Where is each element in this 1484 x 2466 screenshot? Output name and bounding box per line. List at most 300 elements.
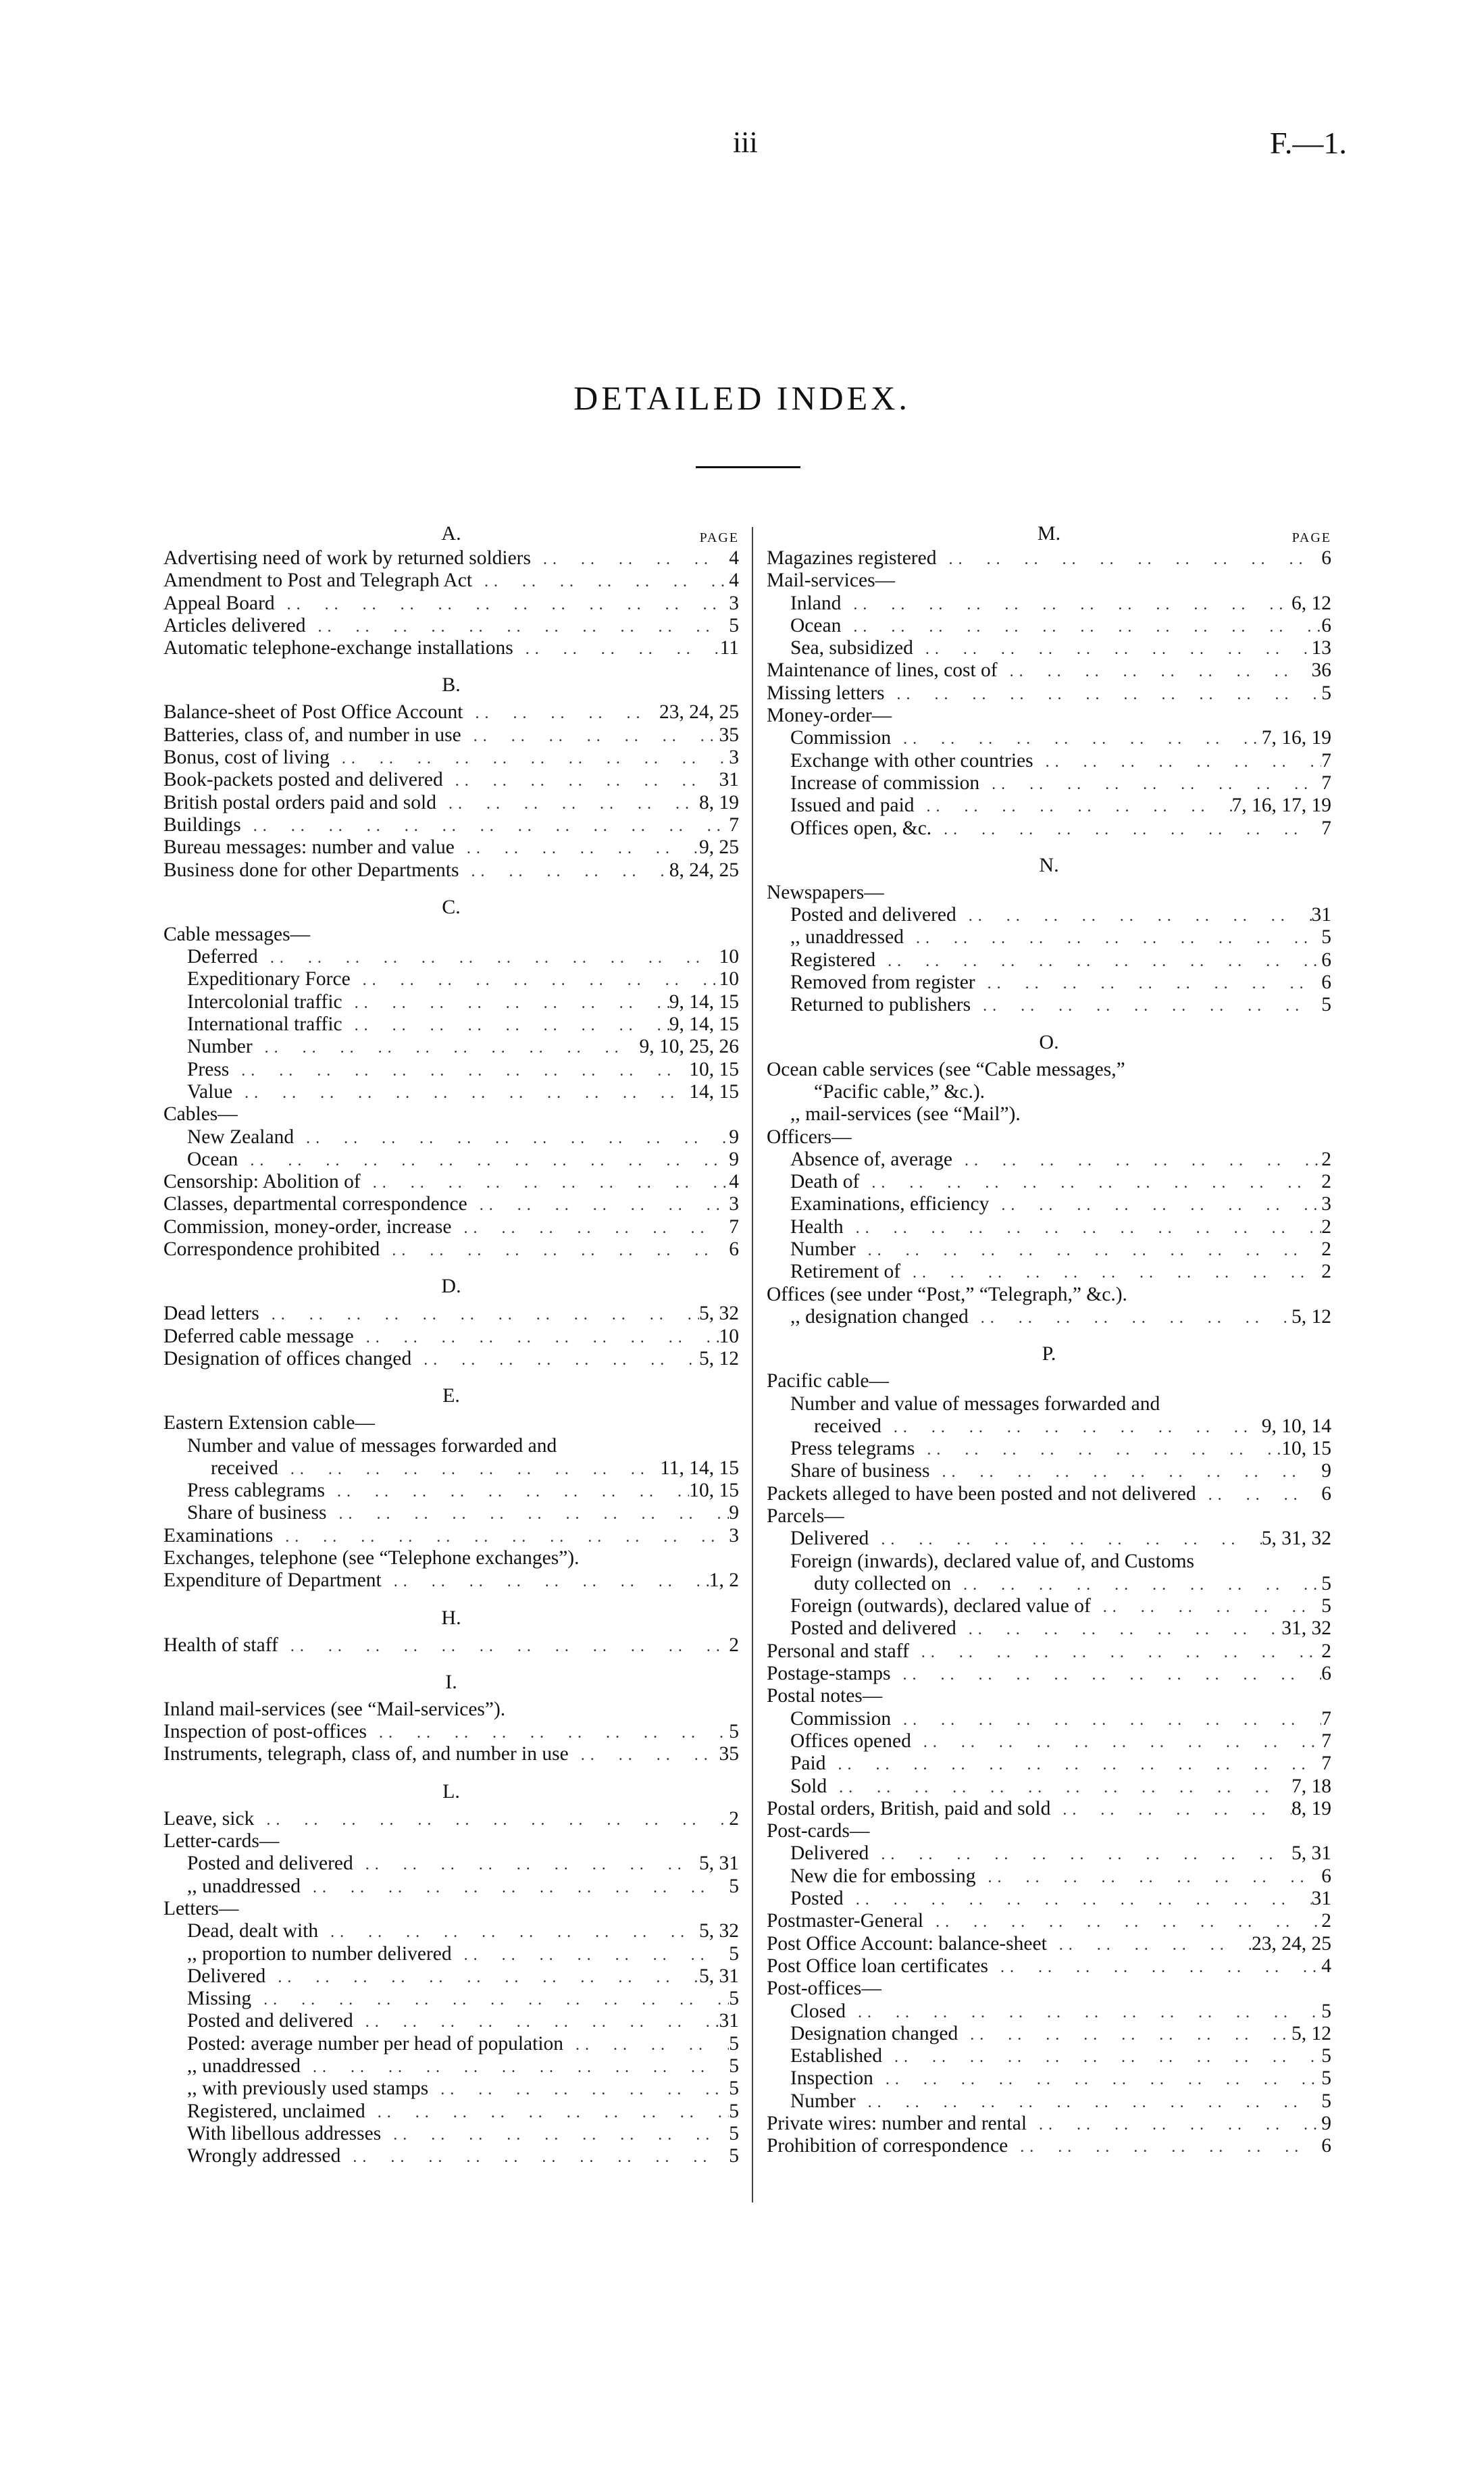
page-title: DETAILED INDEX. [573,379,911,417]
entry-text: Leave, sick [163,1807,255,1830]
index-entry [163,1193,739,1215]
dot-leader [351,970,719,992]
entry-page: 8, 24, 25 [669,859,739,881]
dot-leader [451,1217,729,1240]
dot-leader [951,1574,1321,1596]
entry-text: Newspapers— [767,881,884,903]
entry-text: Dead letters [163,1303,259,1325]
index-entry [767,949,1331,972]
entry-page: 9, 14, 15 [669,1013,739,1036]
entry-page: 5, 12 [699,1347,739,1369]
entry-text: Missing letters [767,682,885,704]
entry-page: 31 [1311,1888,1331,1910]
entry-text: Press [187,1058,230,1080]
entry-page: 5 [729,2032,739,2055]
entry-text: Death of [790,1171,860,1193]
dot-leader [1027,2114,1321,2136]
entry-page: 6 [1321,1482,1331,1505]
page-column-header: PAGE [1291,530,1331,545]
index-entry [163,814,739,836]
index-entry [767,1284,1331,1306]
entry-text: With libellous addresses [187,2122,382,2144]
entry-text: Cables— [163,1103,238,1126]
entry-text: Issued and paid [790,795,915,817]
entry-page: 10, 15 [689,1480,739,1502]
index-entry [163,1059,739,1081]
entry-text: Number and value of messages forwarded and [187,1434,557,1457]
index-section [163,520,739,659]
index-entry [767,1685,1331,1707]
entry-page: 31 [719,769,739,791]
entry-page: 5 [729,1721,739,1743]
entry-text: Press telegrams [790,1438,915,1460]
dot-leader [380,1240,729,1262]
index-entry [163,1853,739,1875]
entry-page: 6 [1321,614,1331,636]
dot-leader [318,1921,699,1944]
entry-text: Letters— [163,1897,239,1919]
entry-text: New Zealand [187,1126,295,1148]
entry-text: Ocean cable services (see “Cable messages,” [767,1058,1125,1080]
dot-leader [873,2069,1321,2091]
index-entry [767,1149,1331,1171]
entry-page: 9 [1321,2113,1331,2134]
entry-page: 31 [719,2010,739,2032]
dot-leader [275,594,730,616]
dot-leader [232,1082,689,1105]
index-entry [163,792,739,814]
dot-leader [931,819,1321,841]
entry-page: 9 [1321,1460,1331,1482]
dot-leader [936,549,1321,571]
entry-text: Posted and delivered [187,1853,353,1875]
index-column-left [163,520,739,2168]
document-reference: F.—1. [1270,126,1347,160]
index-entry [163,1525,739,1547]
entry-page: 3 [729,592,739,614]
entry-page: 5 [729,2078,739,2100]
dot-leader [952,1150,1321,1172]
entry-page: 5 [1321,1572,1331,1594]
entry-text: Paid [790,1753,826,1775]
index-entry [163,769,739,791]
column-divider [752,527,753,2203]
index-entry [767,1438,1331,1460]
title-rule [696,466,800,468]
index-entry [163,1435,739,1457]
index-entry [767,1415,1331,1438]
dot-leader [956,905,1312,928]
entry-text: ,, proportion to number delivered [187,1942,452,1965]
index-entry [767,2001,1331,2023]
section-letter: N. [1039,853,1059,876]
dot-leader [251,1989,729,2011]
entry-page: 9 [729,1126,739,1148]
index-entry [163,1547,739,1569]
dot-leader [569,1744,719,1767]
entry-page: 7 [1321,749,1331,772]
dot-leader [856,2092,1322,2114]
index-entry [767,1865,1331,1888]
index-entry [767,1306,1331,1328]
dot-leader [975,973,1322,995]
section-letter: P. [1042,1342,1056,1365]
index-entry [163,1988,739,2010]
entry-text: Postal notes— [767,1685,883,1707]
index-entry [767,1978,1331,2000]
entry-page: 5, 31 [699,1853,739,1875]
index-entry [163,1238,739,1261]
entry-text: Inland [790,592,842,614]
index-entry [163,1126,739,1149]
entry-text: received [211,1457,278,1479]
entry-text: Number [790,1238,856,1261]
index-entry [767,727,1331,749]
entry-page: 5 [1321,2045,1331,2067]
index-entry [163,1634,739,1657]
entry-page: 5 [1321,994,1331,1016]
index-entry [767,1730,1331,1753]
entry-page: 10 [719,968,739,990]
index-entry [767,1842,1331,1865]
dot-leader [353,1854,699,1876]
entry-text: Post Office Account: balance-sheet [767,1932,1047,1955]
index-entry [767,1640,1331,1663]
index-section [767,1017,1331,1329]
index-entry [767,817,1331,840]
index-section [767,1328,1331,2157]
index-entry [163,1920,739,1942]
index-entry [767,1370,1331,1392]
entry-page: 2 [1321,1148,1331,1170]
entry-page: 3 [1321,1193,1331,1215]
entry-text: Expeditionary Force [187,968,351,990]
entry-page: 5 [729,2055,739,2078]
section-letter: I. [445,1670,457,1693]
entry-text: Sea, subsidized [790,637,913,659]
dot-leader [354,1327,719,1349]
index-entry [767,1505,1331,1528]
entry-text: Designation of offices changed [163,1347,412,1369]
entry-page: 2 [1321,1261,1331,1283]
entry-page: 2 [1321,1910,1331,1932]
entry-page: 2 [1321,1640,1331,1662]
dot-leader [367,1722,729,1744]
index-entry [163,1103,739,1126]
entry-page: 10 [719,1325,739,1347]
entry-text: Value [187,1080,233,1103]
dot-leader [929,1461,1321,1484]
index-entry [767,1551,1331,1573]
index-entry [163,1081,739,1103]
entry-text: received [814,1415,881,1437]
entry-text: Buildings [163,813,241,836]
entry-text: Posted: average number per head of population [187,2032,564,2055]
entry-page: 6 [1321,972,1331,994]
index-entry [163,547,739,570]
entry-page: 9, 10, 14 [1261,1415,1331,1437]
entry-page: 14, 15 [689,1080,739,1103]
entry-page: 5 [1321,682,1331,704]
index-entry [163,1721,739,1743]
dot-leader [869,1844,1291,1866]
index-entry [163,701,739,724]
dot-leader [428,2079,729,2101]
index-entry [767,2045,1331,2067]
entry-text: Number and value of messages forwarded and [790,1392,1160,1415]
index-entry [767,994,1331,1016]
dot-leader [301,2057,729,2079]
entry-text: Commission [790,1707,892,1730]
index-entry [163,1412,739,1434]
entry-page: 5 [729,1988,739,2010]
entry-text: Postage-stamps [767,1663,891,1685]
entry-page: 31 [1311,904,1331,926]
entry-text: Established [790,2045,883,2067]
dot-leader [1050,1799,1291,1821]
entry-text: Posted and delivered [187,2010,353,2032]
entry-page: 4 [729,1171,739,1193]
dot-leader [881,1417,1262,1439]
entry-text: Dead, dealt with [187,1920,319,1942]
section-letter: E. [442,1384,460,1407]
index-entry [767,1708,1331,1730]
dot-leader [891,1709,1321,1732]
entry-page: 23, 24, 25 [659,701,739,724]
entry-text: Deferred cable message [163,1325,354,1347]
entry-page: 5, 31, 32 [1261,1528,1331,1550]
dot-leader [911,1732,1321,1754]
index-entry [767,2067,1331,2090]
entry-page: 13 [1311,637,1331,659]
entry-text: Registered, unclaimed [187,2100,365,2122]
index-entry [163,2055,739,2078]
index-entry [767,2090,1331,2113]
index-entry [767,705,1331,727]
index-entry [767,1573,1331,1595]
entry-page: 9, 10, 25, 26 [639,1036,739,1058]
index-entry [767,1933,1331,1955]
index-entry [767,1193,1331,1215]
dot-leader [238,1150,729,1172]
entry-text: Posted and delivered [790,904,956,926]
index-entry [767,1595,1331,1617]
dot-leader [472,571,729,593]
index-section [163,1370,739,1592]
entry-page: 5 [729,614,739,636]
entry-text: New die for embossing [790,1865,976,1887]
index-entry [767,1820,1331,1842]
index-entry [163,946,739,968]
page-number: iii [733,126,758,159]
entry-text: Censorship: Abolition of [163,1171,361,1193]
index-entry [767,1528,1331,1550]
dot-leader [900,1262,1321,1284]
entry-page: 5, 31 [699,1965,739,1987]
dot-leader [411,1349,699,1372]
entry-text: “Pacific cable,” &c.). [814,1080,986,1103]
entry-text: Offices opened [790,1730,911,1752]
entry-text: Prohibition of correspondence [767,2135,1008,2157]
entry-text: Posted and delivered [790,1617,956,1640]
entry-text: Articles delivered [163,614,306,636]
entry-text: Posted [790,1888,844,1910]
entry-page: 6 [1321,949,1331,971]
index-entry [163,924,739,946]
dot-leader [382,1571,709,1593]
entry-text: Cable messages— [163,923,311,945]
entry-text: Magazines registered [767,547,937,569]
dot-leader [844,1889,1312,1911]
dot-leader [915,1439,1281,1461]
entry-text: Wrongly addressed [187,2145,341,2167]
entry-page: 8, 19 [1291,1797,1331,1819]
index-entry [163,570,739,592]
index-entry [767,1798,1331,1820]
entry-text: Delivered [187,1965,266,1987]
entry-text: Inspection [790,2067,873,2090]
entry-page: 9, 14, 15 [669,990,739,1013]
entry-page: 2 [1321,1171,1331,1193]
index-entry [767,1663,1331,1685]
dot-leader [273,1526,729,1549]
dot-leader [342,1015,669,1037]
dot-leader [979,774,1321,796]
index-entry [163,836,739,859]
entry-page: 5 [1321,1595,1331,1617]
entry-text: Private wires: number and rental [767,2113,1027,2134]
entry-text: Increase of commission [790,772,980,794]
index-entry [767,1081,1331,1103]
index-entry [163,615,739,637]
dot-leader [452,1944,730,1967]
entry-page: 6 [1321,1663,1331,1685]
dot-leader [459,861,669,883]
dot-leader [882,2046,1321,2069]
index-entry [163,637,739,659]
entry-page: 7 [1321,1753,1331,1775]
index-entry [163,2010,739,2032]
index-entry [163,1326,739,1348]
index-entry [163,1171,739,1193]
dot-leader [891,728,1262,751]
entry-text: Correspondence prohibited [163,1238,380,1261]
dot-leader [340,2146,729,2169]
index-entry [163,1898,739,1920]
entry-page: 5 [1321,926,1331,949]
dot-leader [461,726,719,748]
index-entry [163,1502,739,1524]
entry-page: 6 [1321,1865,1331,1887]
entry-page: 2 [729,1807,739,1830]
dot-leader [971,995,1321,1017]
dot-leader [325,1481,689,1503]
index-entry [163,1569,739,1592]
entry-page: 5, 12 [1291,1305,1331,1328]
entry-text: Examinations, efficiency [790,1193,990,1215]
entry-page: 7, 16, 17, 19 [1231,795,1331,817]
dot-leader [913,638,1312,661]
entry-text: Inspection of post-offices [163,1721,367,1743]
index-entry [163,1348,739,1370]
section-letter: C. [442,895,461,918]
entry-text: Offices open, &c. [790,817,932,839]
entry-text: Amendment to Post and Telegraph Act [163,570,473,592]
entry-text: Postmaster-General [767,1910,924,1932]
entry-text: Post-cards— [767,1820,870,1842]
entry-text: Classes, departmental correspondence [163,1193,467,1215]
index-entry [767,2135,1331,2157]
entry-text: Eastern Extension cable— [163,1412,375,1434]
index-entry [163,1480,739,1502]
index-entry [767,1261,1331,1283]
index-entry [163,2100,739,2123]
index-section [163,1766,739,2168]
entry-page: 7 [1321,772,1331,794]
entry-text: Press cablegrams [187,1480,325,1502]
entry-text: Batteries, class of, and number in use [163,724,461,746]
entry-text: Delivered [790,1528,869,1550]
entry-text: Letter-cards— [163,1830,280,1853]
dot-leader [989,1194,1321,1217]
entry-page: 36 [1311,659,1331,682]
index-entry [767,1753,1331,1775]
entry-text: Ocean [790,614,842,636]
entry-text: Packets alleged to have been posted and not delivered [767,1482,1196,1505]
entry-page: 1, 2 [709,1569,739,1592]
index-section [767,840,1331,1017]
index-entry [163,991,739,1013]
index-entry [163,1743,739,1765]
entry-page: 11, 14, 15 [660,1457,739,1479]
dot-leader [253,1037,640,1059]
entry-text: International traffic [187,1013,342,1036]
entry-text: Health of staff [163,1634,278,1656]
dot-leader [1047,1934,1252,1957]
dot-leader [827,1777,1291,1799]
entry-page: 5, 12 [1291,2022,1331,2044]
section-letter: O. [1039,1030,1059,1053]
index-entry [163,1149,739,1171]
section-letter: L. [442,1780,460,1803]
entry-text: ,, with previously used stamps [187,2078,429,2100]
index-entry [163,1808,739,1830]
entry-page: 7 [1321,1707,1331,1730]
index-entry [767,1103,1331,1126]
dot-leader [294,1128,729,1150]
dot-leader [353,2011,719,2034]
entry-text: Expenditure of Department [163,1569,382,1592]
entry-text: Number [790,2090,856,2112]
entry-text: Balance-sheet of Post Office Account [163,701,463,724]
index-entry [163,2145,739,2167]
entry-page: 2 [1321,1238,1331,1261]
index-entry [767,1059,1331,1081]
entry-text: Number [187,1036,253,1058]
index-entry [767,926,1331,949]
dot-leader [306,616,730,638]
entry-page: 7 [1321,1730,1331,1752]
dot-leader [998,661,1312,683]
dot-leader [259,1304,699,1326]
entry-page: 23, 24, 25 [1252,1932,1331,1955]
index-entry [767,904,1331,926]
index-entry [767,772,1331,795]
dot-leader [265,1967,699,1989]
dot-leader [1091,1596,1321,1619]
entry-text: Foreign (outwards), declared value of [790,1595,1091,1617]
index-entry [163,859,739,882]
